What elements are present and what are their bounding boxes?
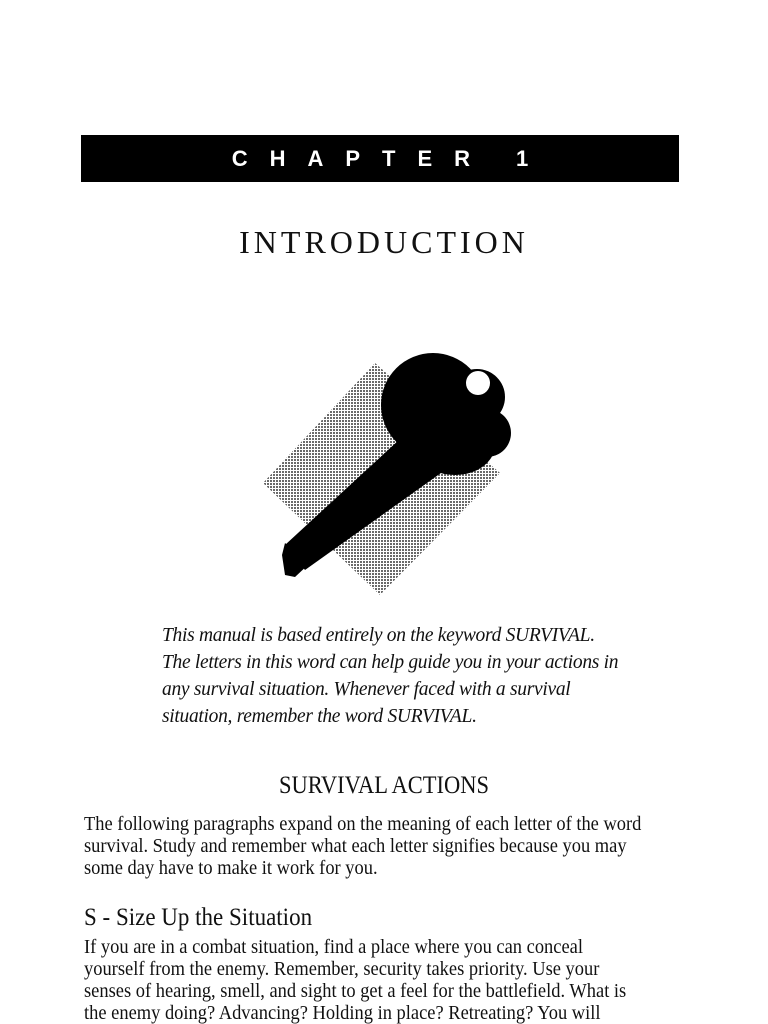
chapter-banner	[81, 135, 679, 182]
chapter-number: 1	[516, 146, 529, 171]
chapter-label: CHAPTER	[231, 146, 493, 171]
section-paragraph: The following paragraphs expand on the meaning of each letter of the word survival. Study and remember what each letter signifies because you may some day have to make it work for you.	[84, 813, 642, 879]
key-hole	[466, 371, 490, 395]
section-heading: SURVIVAL ACTIONS	[278, 772, 490, 799]
subsection-paragraph: If you are in a combat situation, find a place where you can conceal yourself from the enemy. Remember, security takes priority. Use your senses of hearing, smell, and sight to get a feel for the battlefield. What is the enemy doing? Advancing? Holding in place? Retreating? You will	[84, 936, 627, 1024]
key-icon	[255, 345, 515, 605]
subsection-heading: S - Size Up the Situation	[84, 904, 313, 931]
intro-note: This manual is based entirely on the keyword SURVIVAL. The letters in this word can help guide you in your actions in any survival situation. Whenever faced with a survival situation, remember the word SURVIVAL.	[162, 625, 619, 727]
chapter-title: INTRODUCTION	[239, 224, 529, 260]
